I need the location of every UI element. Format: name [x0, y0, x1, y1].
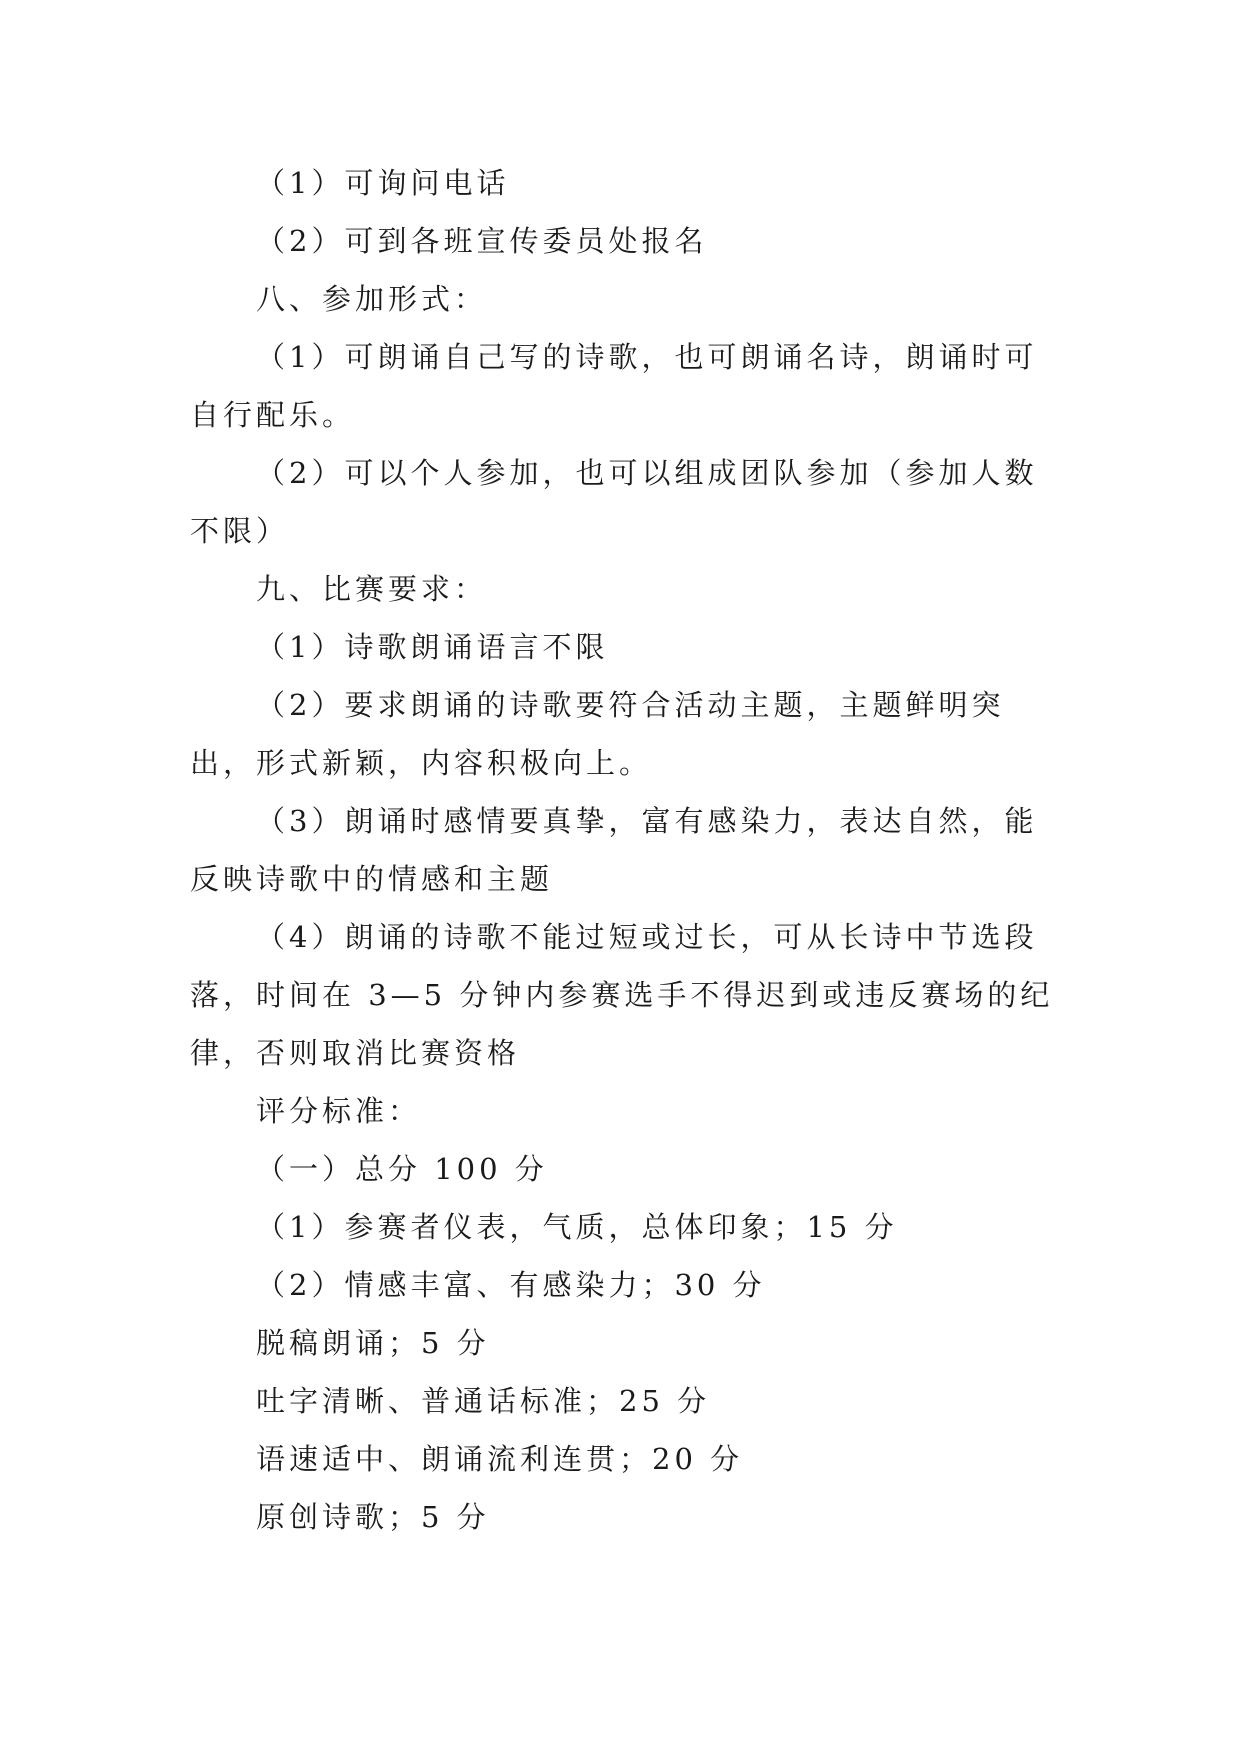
section-heading: 八、参加形式： [256, 282, 488, 316]
paragraph: （2）可到各班宣传委员处报名 [256, 224, 708, 258]
paragraph: （1）诗歌朗诵语言不限 [256, 630, 609, 664]
paragraph: 原创诗歌；5 分 [256, 1500, 490, 1534]
document-body [190, 154, 1070, 1546]
paragraph: （2）要求朗诵的诗歌要符合活动主题，主题鲜明突出，形式新颖，内容积极向上。 [190, 688, 1005, 780]
paragraph: （1）可朗诵自己写的诗歌，也可朗诵名诗，朗诵时可自行配乐。 [190, 340, 1038, 432]
paragraph: （4）朗诵的诗歌不能过短或过长，可从长诗中节选段落，时间在 3—5 分钟内参赛选手不得迟到或违反赛场的纪律，否则取消比赛资格 [190, 920, 1054, 1070]
paragraph: 语速适中、朗诵流利连贯；20 分 [256, 1442, 744, 1476]
section-heading: 评分标准： [256, 1094, 422, 1128]
paragraph: （2）情感丰富、有感染力；30 分 [256, 1268, 766, 1302]
paragraph: （1）可询问电话 [256, 166, 510, 200]
paragraph: （3）朗诵时感情要真挚，富有感染力，表达自然，能反映诗歌中的情感和主题 [190, 804, 1038, 896]
paragraph: （2）可以个人参加，也可以组成团队参加（参加人数不限） [190, 456, 1038, 548]
paragraph: 吐字清晰、普通话标准；25 分 [256, 1384, 711, 1418]
paragraph: （一）总分 100 分 [256, 1152, 548, 1186]
section-heading: 九、比赛要求： [256, 572, 488, 606]
paragraph: 脱稿朗诵；5 分 [256, 1326, 490, 1360]
paragraph: （1）参赛者仪表，气质，总体印象；15 分 [256, 1210, 898, 1244]
